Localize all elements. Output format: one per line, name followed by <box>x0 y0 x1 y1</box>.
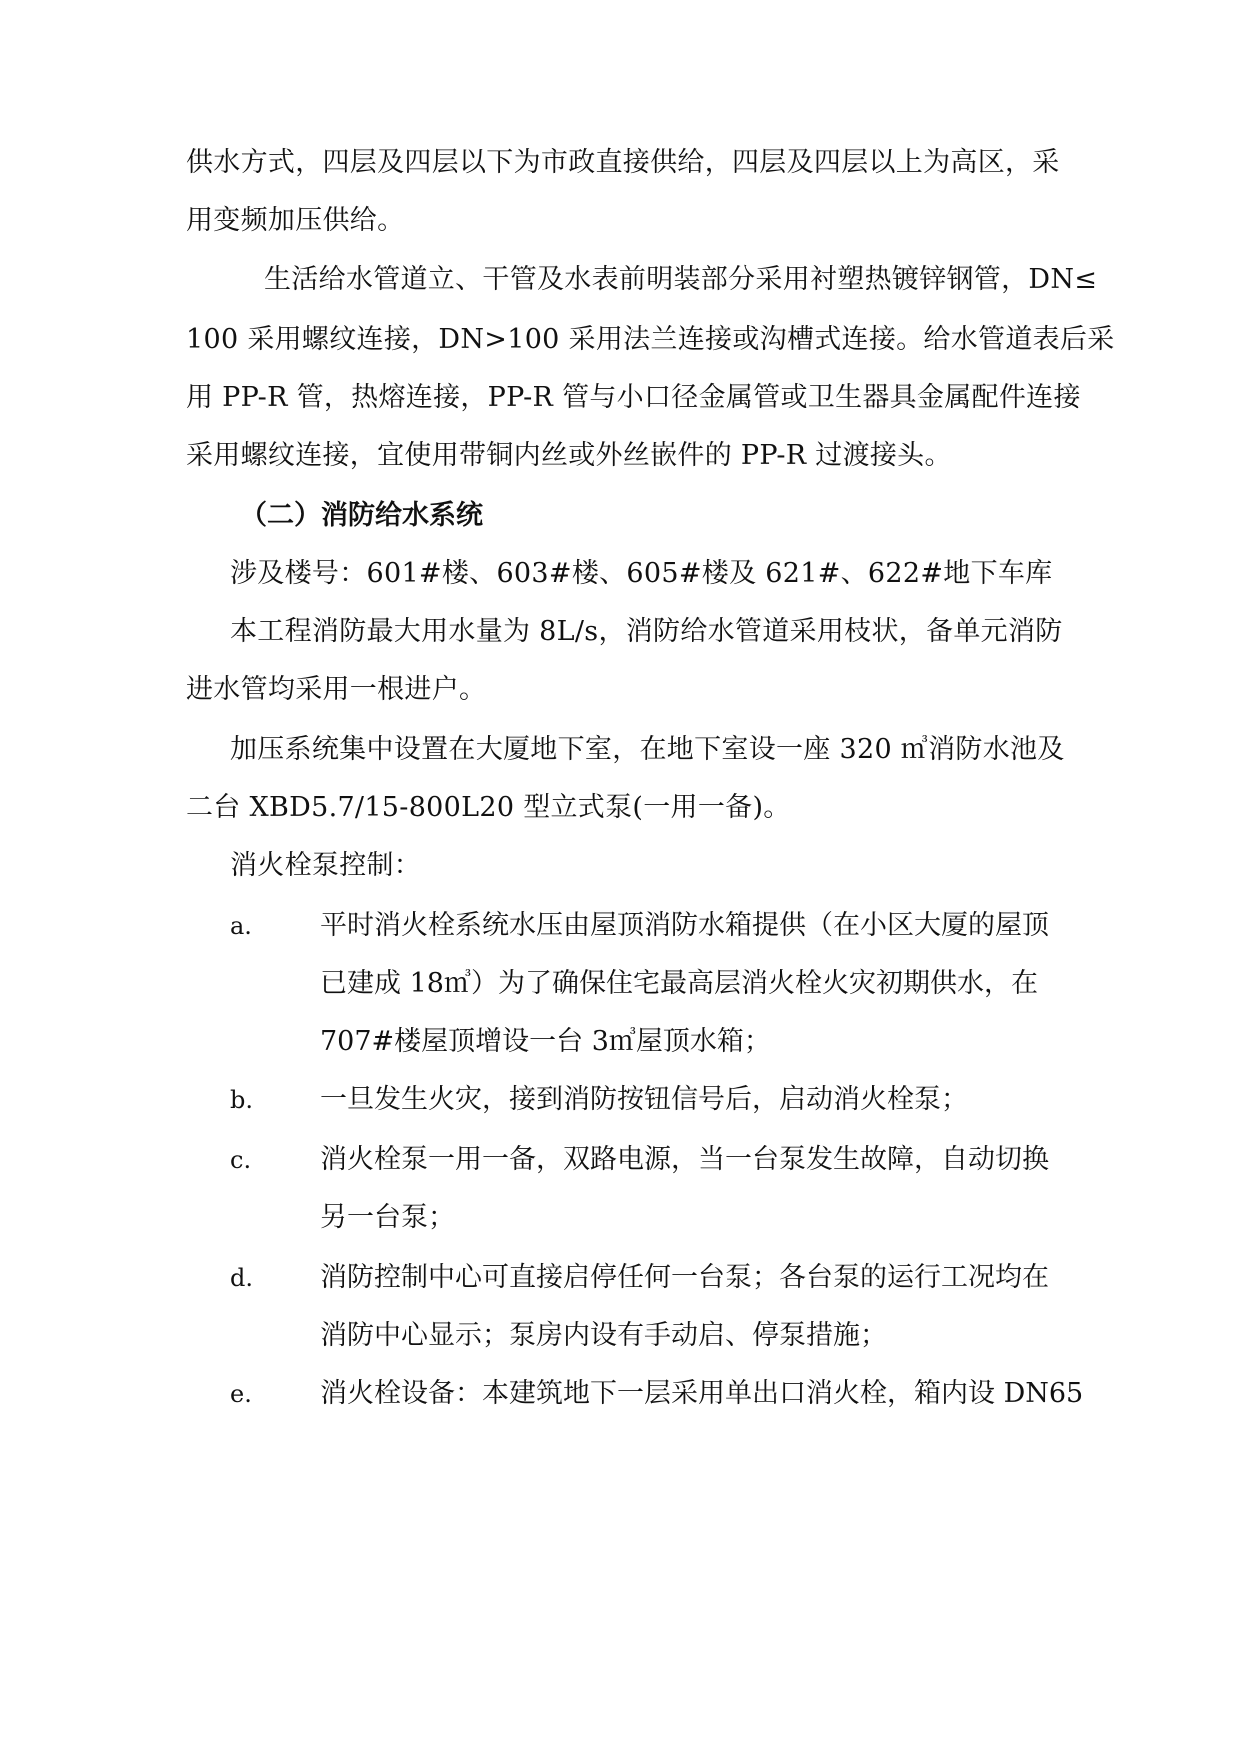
list-item-a-line-3: 707#楼屋顶增设一台 3㎥屋顶水箱； <box>320 1026 771 1057</box>
list-item-marker-c: c. <box>230 1146 252 1174</box>
list-item-b-line-1: 一旦发生火灾，接到消防按钮信号后，启动消火栓泵； <box>320 1084 968 1115</box>
section-heading: （二）消防给水系统 <box>240 500 483 531</box>
list-item-e-line-1: 消火栓设备：本建筑地下一层采用单出口消火栓，箱内设 DN65 <box>320 1378 1084 1409</box>
paragraph-2-line-2: 100 采用螺纹连接，DN>100 采用法兰连接或沟槽式连接。给水管道表后采 <box>186 324 1115 355</box>
paragraph-1-line-2: 用变频加压供给。 <box>186 205 405 236</box>
list-item-marker-e: e. <box>230 1380 252 1408</box>
paragraph-4-line-2: 二台 XBD5.7/15-800L20 型立式泵(一用一备)。 <box>186 792 791 823</box>
paragraph-2-line-4: 采用螺纹连接，宜使用带铜内丝或外丝嵌件的 PP-R 过渡接头。 <box>186 440 952 471</box>
paragraph-3-line-1: 本工程消防最大用水量为 8L/s，消防给水管道采用枝状，备单元消防 <box>230 616 1063 647</box>
paragraph-3-line-2: 进水管均采用一根进户。 <box>186 674 487 705</box>
list-item-marker-b: b. <box>230 1086 253 1114</box>
list-item-marker-a: a. <box>230 912 252 940</box>
paragraph-2-line-1: 生活给水管道立、干管及水表前明装部分采用衬塑热镀锌钢管，DN≤ <box>264 264 1098 295</box>
list-item-c-line-2: 另一台泵； <box>320 1202 455 1233</box>
list-item-a-line-2: 已建成 18㎥）为了确保住宅最高层消火栓火灾初期供水，在 <box>320 968 1038 999</box>
paragraph-1-line-1: 供水方式，四层及四层以下为市政直接供给，四层及四层以上为高区，采 <box>186 147 1060 178</box>
paragraph-4-line-1: 加压系统集中设置在大厦地下室，在地下室设一座 320 ㎥消防水池及 <box>230 734 1065 765</box>
paragraph-2-line-3: 用 PP-R 管，热熔连接，PP-R 管与小口径金属管或卫生器具金属配件连接 <box>186 382 1081 413</box>
list-item-c-line-1: 消火栓泵一用一备，双路电源，当一台泵发生故障，自动切换 <box>320 1144 1049 1175</box>
list-item-a-line-1: 平时消火栓系统水压由屋顶消防水箱提供（在小区大厦的屋顶 <box>320 910 1049 941</box>
list-item-d-line-2: 消防中心显示；泵房内设有手动启、停泵措施； <box>320 1320 887 1351</box>
list-item-d-line-1: 消防控制中心可直接启停任何一台泵；各台泵的运行工况均在 <box>320 1262 1049 1293</box>
list-item-marker-d: d. <box>230 1264 253 1292</box>
control-title: 消火栓泵控制： <box>230 850 422 881</box>
buildings-line: 涉及楼号：601#楼、603#楼、605#楼及 621#、622#地下车库 <box>230 558 1053 589</box>
